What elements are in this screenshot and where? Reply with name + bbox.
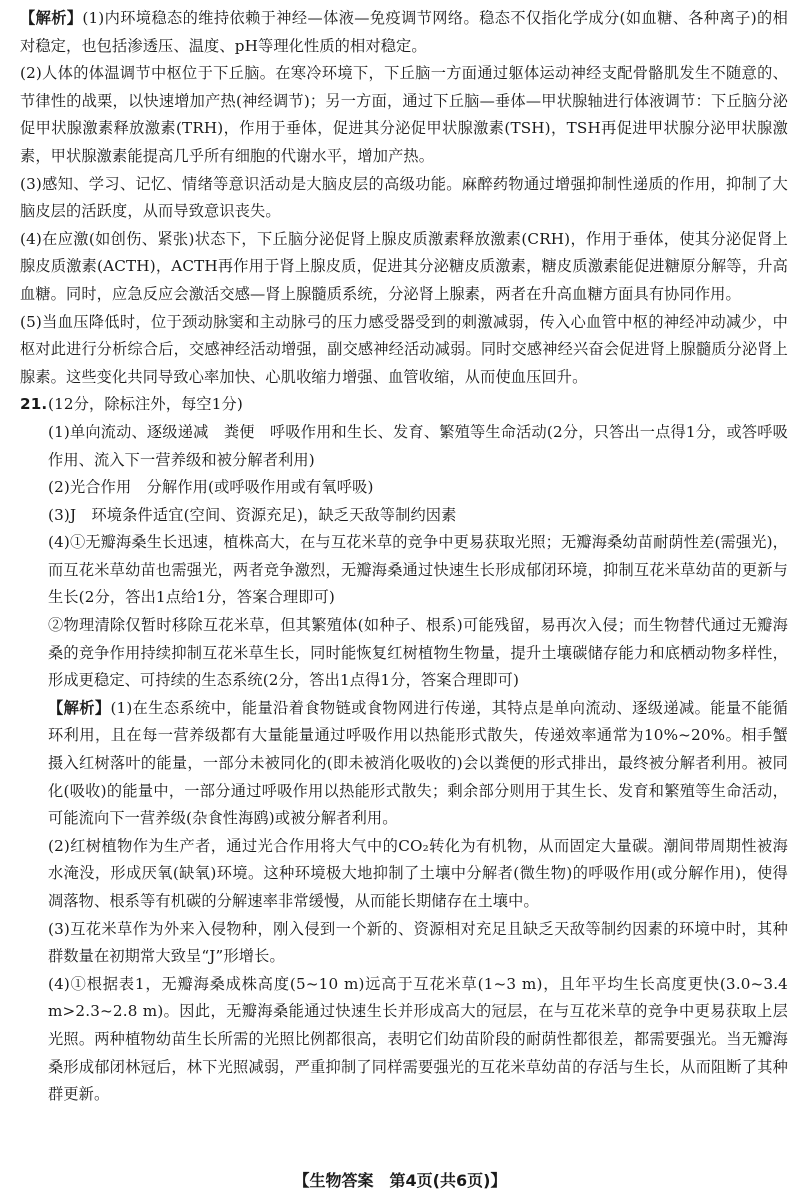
q21-answer-1: (1)单向流动、逐级递减 粪便 呼吸作用和生长、发育、繁殖等生命活动(2分，只答出一点得1分，或答呼吸作用、流入下一营养级和被分解者利用) bbox=[48, 422, 788, 469]
q21-analysis-2: (2)红树植物作为生产者，通过光合作用将大气中的CO₂转化为有机物，从而固定大量碳。潮间带周期性被海水淹没，形成厌氧(缺氧)环境。这种环境极大地抑制了土壤中分解者(微生物)的呼吸作用(或分解作用)，使得凋落物、根系等有机碳的分解速率非常缓慢，从而能长期储存在土壤中。 bbox=[48, 836, 788, 910]
q21-answer-4b: ②物理清除仅暂时移除互花米草，但其繁殖体(如种子、根系)可能残留，易再次入侵；而生物替代通过无瓣海桑的竞争作用持续抑制互花米草生长，同时能恢复红树植物生物量，提升土壤碳储存能力和底栖动物多样性，形成更稳定、可持续的生态系统(2分，答出1点得1分，答案合理即可) bbox=[48, 616, 788, 690]
analysis-label: 【解析】 bbox=[20, 9, 83, 27]
q20-analysis-4: (4)在应激(如创伤、紧张)状态下，下丘脑分泌促肾上腺皮质激素释放激素(CRH)，作用于垂体，使其分泌促肾上腺皮质激素(ACTH)，ACTH再作用于肾上腺皮质，促进其分泌糖皮质激素，糖皮质激素能促进糖原分解等，升高血糖。同时，应急反应会激活交感—肾上腺髓质系统，分泌肾上腺素，两者在升高血糖方面具有协同作用。 bbox=[20, 229, 788, 303]
question-number: 21. bbox=[20, 395, 48, 414]
analysis-label: 【解析】 bbox=[48, 698, 111, 717]
q21-answer-4a: (4)①无瓣海桑生长迅速，植株高大，在与互花米草的竞争中更易获取光照；无瓣海桑幼苗耐荫性差(需强光)，而互花米草幼苗也需强光，两者竞争激烈，无瓣海桑通过快速生长形成郁闭环境，抑制互花米草幼苗的更新与生长(2分，答出1点给1分，答案合理即可) bbox=[48, 533, 788, 607]
q20-analysis-2: (2)人体的体温调节中枢位于下丘脑。在寒冷环境下，下丘脑一方面通过躯体运动神经支配骨骼肌发生不随意的、节律性的战栗，以快速增加产热(神经调节)；另一方面，通过下丘脑—垂体—甲状腺轴进行体液调节：下丘脑分泌促甲状腺激素释放激素(TRH)，作用于垂体，促进其分泌促甲状腺激素(TSH)，TSH再促进甲状腺分泌甲状腺激素，甲状腺激素能提高几乎所有细胞的代谢水平，增加产热。 bbox=[20, 64, 788, 165]
q21-analysis-1: 【解析】(1)在生态系统中，能量沿着食物链或食物网进行传递，其特点是单向流动、逐级递减。能量不能循环利用，且在每一营养级都有大量能量通过呼吸作用以热能形式散失，传递效率通常为10%~20%。相手蟹摄入红树落叶的能量，一部分未被同化的(即未被消化吸收的)会以粪便的形式排出，最终被分解者利用。被同化(吸收)的能量中，一部分通过呼吸作用以热能形式散失；剩余部分则用于其生长、发育和繁殖等生命活动，可能流向下一营养级(杂食性海鸥)或被分解者利用。 bbox=[48, 698, 788, 828]
q21-analysis-3: (3)互花米草作为外来入侵物种，刚入侵到一个新的、资源相对充足且缺乏天敌等制约因素的环境中时，其种群数量在初期常大致呈“J”形增长。 bbox=[48, 919, 788, 966]
q20-analysis-1: 【解析】(1)内环境稳态的维持依赖于神经—体液—免疫调节网络。稳态不仅指化学成分(如血糖、各种离子)的相对稳定，也包括渗透压、温度、pH等理化性质的相对稳定。 bbox=[20, 9, 788, 55]
q21-analysis-4: (4)①根据表1，无瓣海桑成株高度(5~10 m)远高于互花米草(1~3 m)，且年平均生长高度更快(3.0~3.4 m>2.3~2.8 m)。因此，无瓣海桑能通过快速生长并形成高大的冠层，在与互花米草的竞争中更易获取上层光照。两种植物幼苗生长所需的光照比例都很高，表明它们幼苗阶段的耐荫性都很差，都需要强光。当无瓣海桑形成郁闭林冠后，林下光照减弱，严重抑制了同样需要强光的互花米草幼苗的存活与生长，从而阻断了其种群更新。 bbox=[48, 974, 788, 1104]
q21-answer-3: (3)J 环境条件适宜(空间、资源充足)，缺乏天敌等制约因素 bbox=[48, 505, 457, 524]
q20-analysis-3: (3)感知、学习、记忆、情绪等意识活动是大脑皮层的高级功能。麻醉药物通过增强抑制性递质的作用，抑制了大脑皮层的活跃度，从而导致意识丧失。 bbox=[20, 174, 788, 221]
q20-analysis-5: (5)当血压降低时，位于颈动脉窦和主动脉弓的压力感受器受到的刺激减弱，传入心血管中枢的神经冲动减少，中枢对此进行分析综合后，交感神经活动增强，副交感神经活动减弱。同时交感神经兴奋会促进肾上腺髓质分泌肾上腺素。这些变化共同导致心率加快、心肌收缩力增强、血管收缩，从而使血压回升。 bbox=[20, 312, 788, 386]
q21-header: 21.(12分，除标注外，每空1分) bbox=[20, 391, 788, 419]
page-content bbox=[20, 5, 788, 1109]
page-footer: 【生物答案 第4页(共6页)】 bbox=[293, 1171, 507, 1190]
q21-answer-2: (2)光合作用 分解作用(或呼吸作用或有氧呼吸) bbox=[48, 478, 374, 497]
